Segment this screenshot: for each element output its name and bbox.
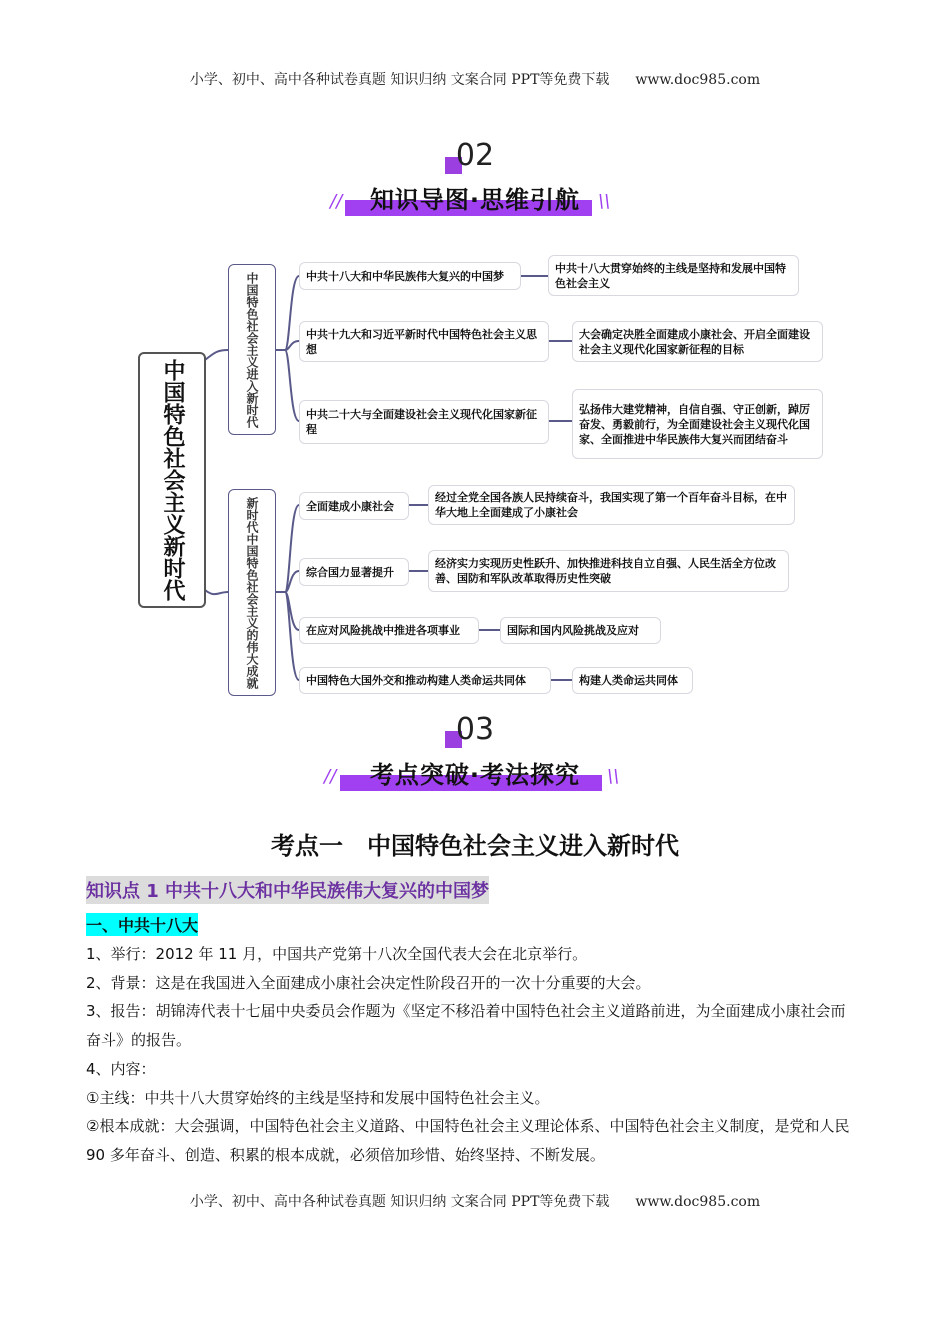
decor-slash: // <box>330 191 343 212</box>
mindmap-detail: 经济实力实现历史性跃升、加快推进科技自立自强、人民生活全方位改善、国防和军队改革取得历史性突破 <box>428 550 789 592</box>
paragraph: 4、内容： <box>86 1059 156 1078</box>
topic-heading: 考点一 中国特色社会主义进入新时代 <box>271 832 679 860</box>
section-number: 02 <box>455 138 495 173</box>
header-url: www.doc985.com <box>635 72 761 88</box>
mindmap-node: 中共十八大和中华民族伟大复兴的中国梦 <box>299 262 521 290</box>
mindmap-detail: 弘扬伟大建党精神，自信自强、守正创新，踔厉奋发、勇毅前行，为全面建设社会主义现代化国家、全面推进中华民族伟大复兴而团结奋斗 <box>572 389 823 459</box>
mindmap-detail: 构建人类命运共同体 <box>572 667 693 694</box>
knowledge-point-title: 知识点 1 中共十八大和中华民族伟大复兴的中国梦 <box>86 876 489 904</box>
section-title: 知识导图·思维引航 <box>369 186 581 214</box>
mindmap-node: 中共十九大和习近平新时代中国特色社会主义思想 <box>299 321 549 362</box>
mindmap-detail: 经过全党全国各族人民持续奋斗，我国实现了第一个百年奋斗目标，在中华大地上全面建成了小康社会 <box>428 485 795 525</box>
section-number: 03 <box>455 712 495 747</box>
mindmap-node: 全面建成小康社会 <box>299 492 409 520</box>
mindmap-node: 中共二十大与全面建设社会主义现代化国家新征程 <box>299 400 549 444</box>
paragraph: ②根本成就：大会强调，中国特色社会主义道路、中国特色社会主义理论体系、中国特色社会主义制度，是党和人民 90 多年奋斗、创造、积累的根本成就，必须倍加珍惜、始终坚持、不断发展。 <box>86 1117 850 1164</box>
mindmap-root: 中国特色社会主义新时代 <box>138 352 206 608</box>
section-title: 考点突破·考法探究 <box>369 761 581 789</box>
page-footer <box>0 1191 950 1211</box>
decor-slash: \\ <box>598 191 611 212</box>
decor-slash: \\ <box>607 766 620 787</box>
paragraph: ①主线：中共十八大贯穿始终的主线是坚持和发展中国特色社会主义。 <box>86 1088 550 1107</box>
mindmap-node: 综合国力显著提升 <box>299 558 409 586</box>
mindmap-detail: 国际和国内风险挑战及应对 <box>500 617 661 644</box>
footer-url: www.doc985.com <box>635 1194 761 1210</box>
decor-slash: // <box>324 766 337 787</box>
paragraph: 1、举行：2012 年 11 月，中国共产党第十八次全国代表大会在北京举行。 <box>86 945 588 963</box>
paragraph: 3、报告：胡锦涛代表十七届中央委员会作题为《坚定不移沿着中国特色社会主义道路前进，为全面建成小康社会而奋斗》的报告。 <box>86 1002 846 1050</box>
mindmap-branch: 中国特色社会主义进入新时代 <box>228 264 276 435</box>
body-text <box>86 940 854 1170</box>
mindmap-detail: 中共十八大贯穿始终的主线是坚持和发展中国特色社会主义 <box>548 255 799 296</box>
mindmap-detail: 大会确定决胜全面建成小康社会、开启全面建设社会主义现代化国家新征程的目标 <box>572 321 823 362</box>
mindmap-node: 中国特色大国外交和推动构建人类命运共同体 <box>299 667 551 694</box>
mindmap-branch: 新时代中国特色社会主义的伟大成就 <box>228 489 276 696</box>
footer-text: 小学、初中、高中各种试卷真题 知识归纳 文案合同 PPT等免费下载 <box>189 1194 610 1210</box>
paragraph: 2、背景：这是在我国进入全面建成小康社会决定性阶段召开的一次十分重要的大会。 <box>86 973 651 992</box>
subsection-title: 一、中共十八大 <box>86 913 198 936</box>
mindmap-node: 在应对风险挑战中推进各项事业 <box>299 617 479 644</box>
header-text: 小学、初中、高中各种试卷真题 知识归纳 文案合同 PPT等免费下载 <box>189 72 610 88</box>
